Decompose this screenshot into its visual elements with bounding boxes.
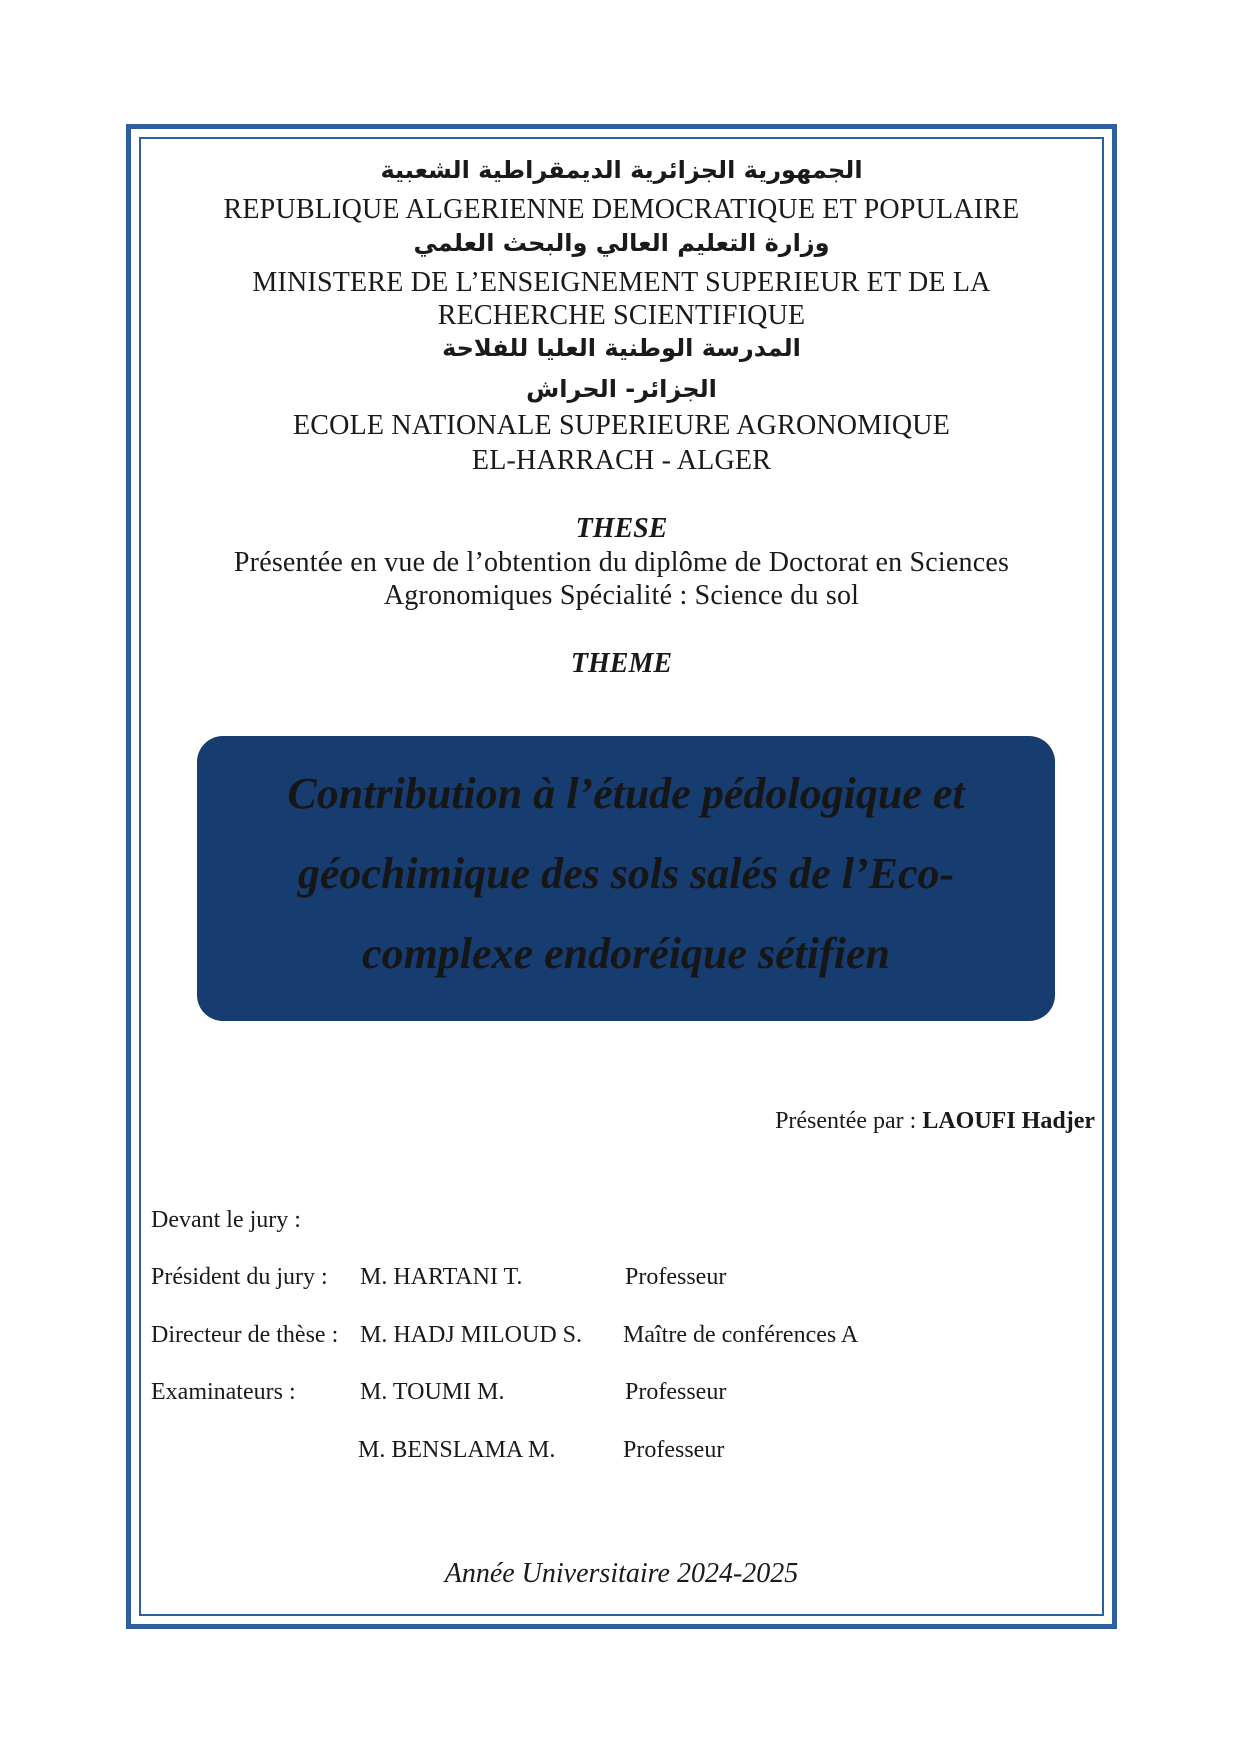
thesis-title-line: Contribution à l’étude pédologique et — [287, 769, 965, 818]
jury-member-title: Professeur — [623, 1437, 725, 1463]
jury-member-name: M. HARTANI T. — [360, 1264, 523, 1290]
arabic-school-heading: المدرسة الوطنية العليا للفلاحة — [442, 334, 801, 362]
jury-member-title: Professeur — [625, 1264, 727, 1290]
thesis-description-line1: Présentée en vue de l’obtention du diplôme de Doctorat en Sciences — [233, 547, 1010, 578]
jury-member-name: M. TOUMI M. — [360, 1379, 505, 1405]
jury-member-title: Professeur — [625, 1379, 727, 1405]
academic-year: Année Universitaire 2024-2025 — [444, 1558, 799, 1589]
jury-role: Examinateurs : — [151, 1379, 296, 1405]
author-label: Présentée par : — [775, 1108, 917, 1134]
author-line — [775, 1108, 1095, 1135]
thesis-title — [197, 754, 1055, 994]
republic-heading: REPUBLIQUE ALGERIENNE DEMOCRATIQUE ET POPULAIRE — [223, 194, 1020, 225]
jury-role: Président du jury : — [151, 1264, 328, 1290]
jury-intro: Devant le jury : — [151, 1207, 301, 1233]
jury-member-title: Maître de conférences A — [623, 1322, 859, 1348]
jury-member-name: M. HADJ MILOUD S. — [360, 1322, 583, 1348]
jury-role: Directeur de thèse : — [151, 1322, 339, 1348]
school-heading: ECOLE NATIONALE SUPERIEURE AGRONOMIQUE — [292, 410, 950, 441]
thesis-title-line: complexe endoréique sétifien — [362, 929, 890, 978]
thesis-label: THESE — [575, 513, 668, 544]
arabic-ministry-heading: وزارة التعليم العالي والبحث العلمي — [413, 229, 830, 257]
thesis-title-box — [197, 736, 1055, 1021]
jury-member-name: M. BENSLAMA M. — [358, 1437, 556, 1463]
author-name: LAOUFI Hadjer — [922, 1108, 1095, 1134]
ministry-heading-line1: MINISTERE DE L’ENSEIGNEMENT SUPERIEUR ET DE LA — [252, 267, 991, 298]
theme-label: THEME — [570, 648, 673, 679]
thesis-description-line2: Agronomiques Spécialité : Science du sol — [383, 580, 860, 611]
city-heading: EL-HARRACH - ALGER — [471, 445, 772, 476]
arabic-republic-heading: الجمهورية الجزائرية الديمقراطية الشعبية — [380, 156, 863, 184]
ministry-heading-line2: RECHERCHE SCIENTIFIQUE — [437, 300, 806, 331]
thesis-title-line: géochimique des sols salés de l’Eco- — [297, 849, 955, 898]
arabic-city-heading: الجزائر- الحراش — [526, 375, 717, 403]
